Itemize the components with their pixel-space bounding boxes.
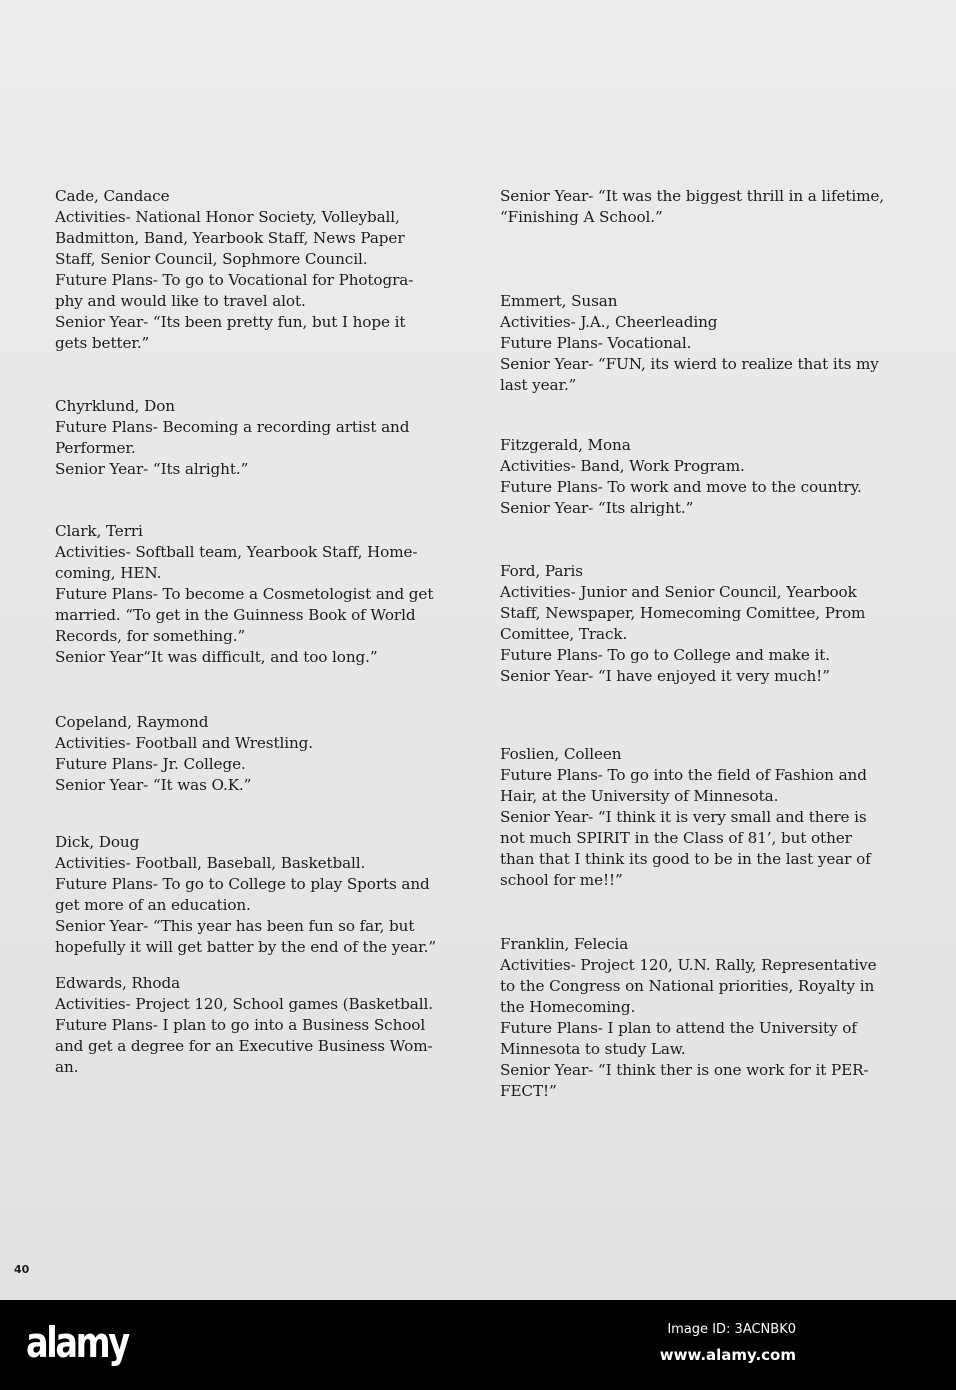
entry-text-line: gets better.” [55,334,150,352]
entry-text-line: Staff, Senior Council, Sophmore Council. [55,250,368,268]
entry-text-line: Senior Year- “I think it is very small and there is [500,808,867,826]
student-entry [55,521,465,668]
student-name: Chyrklund, Don [55,397,175,415]
entry-text-line: Future Plans- To go into the field of Fashion and [500,766,867,784]
entry-text-line: Performer. [55,439,136,457]
student-entry [500,186,910,228]
entry-text-line: Future Plans- I plan to attend the University of [500,1019,857,1037]
entry-text-line: Activities- Project 120, School games (Basketball. [55,995,433,1013]
student-entry [55,186,465,354]
entry-text-line: Senior Year- “Its alright.” [500,499,694,517]
entry-text-line: get more of an education. [55,896,251,914]
site-url: www.alamy.com [659,1346,796,1364]
student-name: Clark, Terri [55,522,143,540]
entry-text-line: Staff, Newspaper, Homecoming Comittee, Prom [500,604,866,622]
entry-text-line: last year.” [500,376,577,394]
student-entry [55,396,465,480]
entry-text-line: Senior Year- “This year has been fun so far, but [55,917,415,935]
entry-text-line: Future Plans- Vocational. [500,334,692,352]
student-name: Fitzgerald, Mona [500,436,631,454]
student-name: Franklin, Felecia [500,935,629,953]
student-entry [500,934,910,1102]
entry-text-line: and get a degree for an Executive Business Wom- [55,1037,433,1055]
entry-text-line: Activities- Junior and Senior Council, Yearbook [500,583,857,601]
entry-text-line: Future Plans- To go to College and make it. [500,646,830,664]
entry-text-line: the Homecoming. [500,998,636,1016]
entry-text-line: married. “To get in the Guinness Book of World [55,606,416,624]
entry-text-line: not much SPIRIT in the Class of 81’, but other [500,829,852,847]
entry-text-line: Senior Year“It was difficult, and too long.” [55,648,378,666]
entry-text-line: Future Plans- To go to College to play Sports and [55,875,430,893]
entry-text-line: Records, for something.” [55,627,246,645]
entry-text-line: Future Plans- Jr. College. [55,755,246,773]
entry-text-line: Activities- Band, Work Program. [500,457,745,475]
entry-text-line: Activities- Softball team, Yearbook Staff, Home- [55,543,418,561]
entry-text-line: hopefully it will get batter by the end of the year.” [55,938,436,956]
entry-text-line: an. [55,1058,79,1076]
student-entry [500,561,910,687]
student-name: Edwards, Rhoda [55,974,181,992]
entry-text-line: Activities- National Honor Society, Volleyball, [55,208,400,226]
entry-text-line: Comittee, Track. [500,625,628,643]
student-name: Copeland, Raymond [55,713,209,731]
entry-text-line: Hair, at the University of Minnesota. [500,787,779,805]
student-entry [55,832,465,958]
student-name: Cade, Candace [55,187,170,205]
entry-text-line: Activities- Project 120, U.N. Rally, Representative [500,956,877,974]
student-name: Dick, Doug [55,833,140,851]
student-entry [500,291,910,396]
entry-text-line: Senior Year- “Its alright.” [55,460,249,478]
entry-text-line: Minnesota to study Law. [500,1040,686,1058]
entry-text-line: Senior Year- “I think ther is one work for it PER- [500,1061,869,1079]
entry-text-line: Future Plans- To go to Vocational for Photogra- [55,271,414,289]
student-entry [500,744,910,891]
image-id: Image ID: 3ACNBK0 [667,1322,796,1337]
entry-text-line: Activities- Football, Baseball, Basketball. [55,854,366,872]
entry-text-line: Future Plans- To work and move to the country. [500,478,862,496]
entry-text-line: Senior Year- “FUN, its wierd to realize that its my [500,355,879,373]
entry-text-line: Future Plans- To become a Cosmetologist and get [55,585,434,603]
student-entry [500,435,910,519]
entry-text-line: Activities- J.A., Cheerleading [500,313,718,331]
entry-text-line: Badmitton, Band, Yearbook Staff, News Paper [55,229,405,247]
entry-text-line: Senior Year- “It was the biggest thrill in a lifetime, [500,187,885,205]
student-entry [55,973,465,1078]
entry-text-line: Future Plans- Becoming a recording artist and [55,418,410,436]
entry-text-line: Activities- Football and Wrestling. [55,734,313,752]
entry-text-line: “Finishing A School.” [500,208,663,226]
entry-text-line: phy and would like to travel alot. [55,292,306,310]
entry-text-line: to the Congress on National priorities, Royalty in [500,977,875,995]
student-name: Emmert, Susan [500,292,618,310]
student-name: Foslien, Colleen [500,745,622,763]
entry-text-line: coming, HEN. [55,564,162,582]
entry-text-line: Senior Year- “I have enjoyed it very much!” [500,667,830,685]
entry-text-line: FECT!” [500,1082,557,1100]
page-number: 40 [14,1263,30,1276]
entry-text-line: Senior Year- “It was O.K.” [55,776,252,794]
student-name: Ford, Paris [500,562,583,580]
student-entry [55,712,465,796]
entry-text-line: Future Plans- I plan to go into a Business School [55,1016,426,1034]
entry-text-line: school for me!!” [500,871,623,889]
entry-text-line: than that I think its good to be in the last year of [500,850,871,868]
alamy-logo: alamy [26,1318,128,1367]
entry-text-line: Senior Year- “Its been pretty fun, but I hope it [55,313,406,331]
watermark-bar [0,1300,956,1390]
